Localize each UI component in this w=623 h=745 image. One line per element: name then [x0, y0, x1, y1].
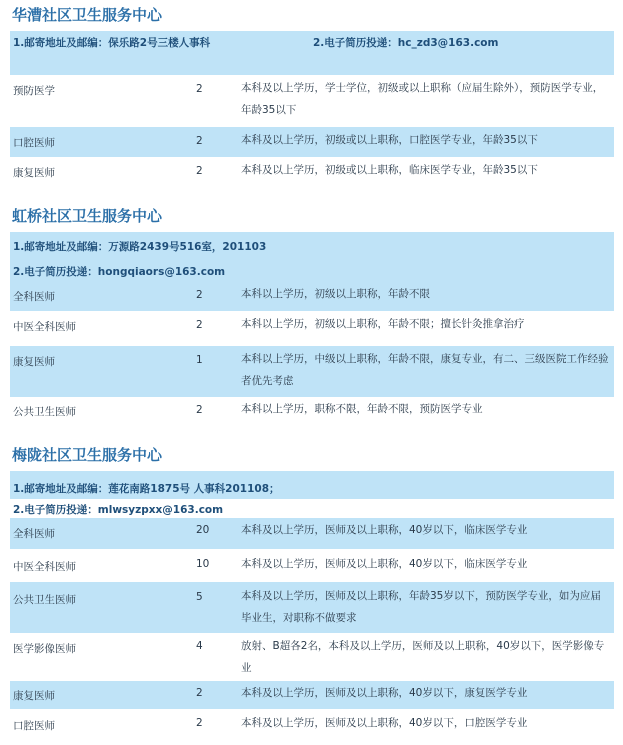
table-row: [10, 709, 614, 743]
mailing-address: 1.邮寄地址及邮编：万源路2439号516室，201103: [13, 241, 267, 253]
table-row: [10, 518, 614, 549]
table-row: [10, 311, 614, 346]
position-name: 中医全科医师: [13, 561, 76, 573]
headcount: 5: [196, 591, 203, 603]
table-row: [10, 283, 614, 311]
position-name: 口腔医师: [13, 720, 55, 732]
requirements: 本科及以上学历，学士学位，初级或以上职称（应届生除外），预防医学专业，年龄35以下: [241, 82, 604, 116]
requirements: 本科以上学历，初级以上职称，年龄不限: [241, 288, 430, 300]
table-row: [10, 346, 614, 397]
requirements: 本科及以上学历，医师及以上职称，年龄35岁以下，预防医学专业，如为应届毕业生，对职称不做要求: [241, 590, 601, 624]
position-name: 公共卫生医师: [13, 594, 76, 606]
position-name: 预防医学: [13, 85, 55, 97]
requirements: 本科及以上学历，医师及以上职称，40岁以下，临床医学专业: [241, 524, 528, 536]
headcount: 20: [196, 524, 210, 536]
requirements: 本科以上学历，职称不限，年龄不限，预防医学专业: [241, 403, 483, 415]
headcount: 2: [196, 289, 203, 301]
position-name: 康复医师: [13, 167, 55, 179]
position-name: 中医全科医师: [13, 321, 76, 333]
position-name: 康复医师: [13, 690, 55, 702]
table-row: [10, 157, 614, 187]
requirements: 本科及以上学历，医师及以上职称，40岁以下，康复医学专业: [241, 687, 528, 699]
headcount: 10: [196, 558, 210, 570]
headcount: 2: [196, 165, 203, 177]
requirements: 本科及以上学历，医师及以上职称，40岁以下，口腔医学专业: [241, 717, 528, 729]
table-row: [10, 75, 614, 127]
position-name: 全科医师: [13, 528, 55, 540]
requirements: 本科及以上学历，初级或以上职称，临床医学专业，年龄35以下: [241, 164, 538, 176]
headcount: 4: [196, 640, 203, 652]
position-name: 医学影像医师: [13, 643, 76, 655]
section-title-hongqiao: 虹桥社区卫生服务中心: [12, 207, 163, 225]
table-row: [10, 397, 614, 427]
headcount: 2: [196, 404, 203, 416]
requirements: 本科以上学历，中级以上职称，年龄不限，康复专业，有二、三级医院工作经验者优先考虑: [241, 353, 609, 387]
table-row: [10, 127, 614, 157]
email-submission: 2.电子简历投递：hongqiaors@163.com: [13, 266, 226, 278]
position-name: 口腔医师: [13, 137, 55, 149]
headcount: 2: [196, 319, 203, 331]
headcount: 2: [196, 83, 203, 95]
headcount: 1: [196, 354, 203, 366]
position-name: 公共卫生医师: [13, 406, 76, 418]
requirements: 本科及以上学历，医师及以上职称，40岁以下，临床医学专业: [241, 558, 528, 570]
requirements: 本科及以上学历，初级或以上职称，口腔医学专业，年龄35以下: [241, 134, 538, 146]
table-row: [10, 681, 614, 709]
requirements: 放射、B超各2名，本科及以上学历，医师及以上职称，40岁以下，医学影像专业: [241, 640, 605, 674]
position-name: 全科医师: [13, 291, 55, 303]
table-row: [10, 549, 614, 582]
section-title-meilong: 梅陇社区卫生服务中心: [12, 446, 163, 464]
mailing-address: 1.邮寄地址及邮编：莲花南路1875号 人事科201108；: [13, 483, 280, 495]
table-row: [10, 633, 614, 681]
headcount: 2: [196, 717, 203, 729]
email-submission: 2.电子简历投递：mlwsyzpxx@163.com: [13, 504, 224, 516]
email-submission: 2.电子简历投递：hc_zd3@163.com: [313, 37, 499, 49]
requirements: 本科以上学历，初级以上职称，年龄不限；擅长针灸推拿治疗: [241, 318, 525, 330]
position-name: 康复医师: [13, 356, 55, 368]
table-row: [10, 582, 614, 633]
contact-box: [10, 232, 614, 283]
headcount: 2: [196, 135, 203, 147]
contact-box: [10, 31, 614, 75]
mailing-address: 1.邮寄地址及邮编：保乐路2号三楼人事科: [13, 37, 211, 49]
headcount: 2: [196, 687, 203, 699]
section-title-huacao: 华漕社区卫生服务中心: [12, 6, 163, 24]
contact-box-2: [10, 499, 614, 518]
